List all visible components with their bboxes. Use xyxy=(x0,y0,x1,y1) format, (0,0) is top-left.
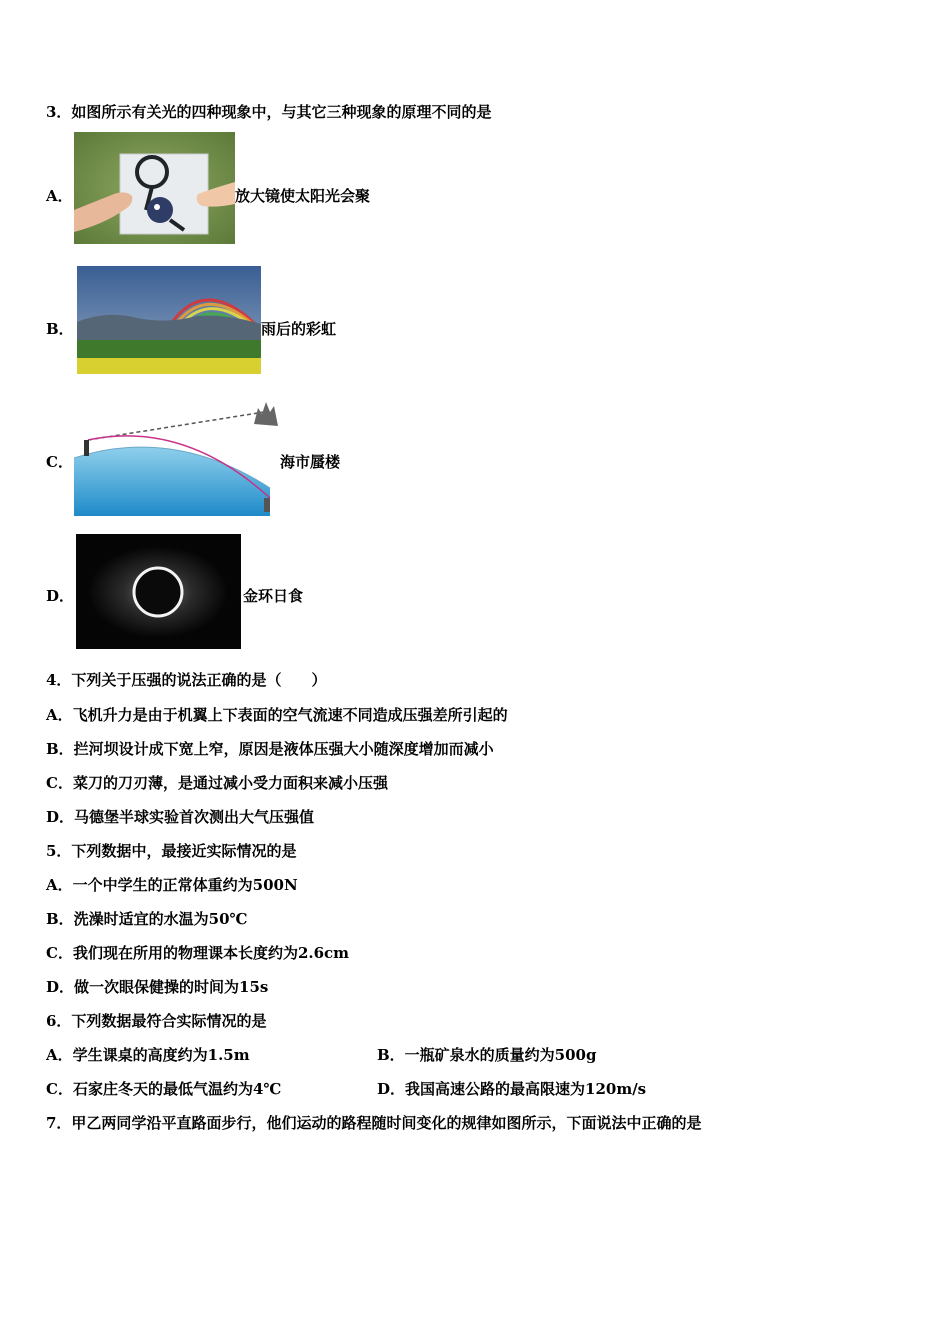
question-4-option-d: D．马德堡半球实验首次测出大气压强值 xyxy=(46,808,315,826)
question-3-stem: 3．如图所示有关光的四种现象中，与其它三种现象的原理不同的是 xyxy=(46,103,492,121)
option-letter: D． xyxy=(46,587,75,605)
option-caption: 金环日食 xyxy=(243,587,304,605)
question-5-option-a: A．一个中学生的正常体重约为500N xyxy=(46,876,298,894)
question-7-stem: 7．甲乙两同学沿平直路面步行，他们运动的路程随时间变化的规律如图所示，下面说法中正确的是 xyxy=(46,1114,702,1132)
question-5-option-c: C．我们现在所用的物理课本长度约为2.6cm xyxy=(46,944,350,962)
option-letter: C． xyxy=(46,453,73,471)
option-caption: 雨后的彩虹 xyxy=(261,320,337,338)
question-4-option-b: B．拦河坝设计成下宽上窄，原因是液体压强大小随深度增加而减小 xyxy=(46,740,494,758)
question-6-option-b: B．一瓶矿泉水的质量约为500g xyxy=(377,1046,597,1064)
option-letter: A． xyxy=(46,187,73,205)
question-4-option-a: A．飞机升力是由于机翼上下表面的空气流速不同造成压强差所引起的 xyxy=(46,706,508,724)
question-6-option-c: C．石家庄冬天的最低气温约为4℃ xyxy=(46,1080,282,1098)
question-4-option-c: C．菜刀的刀刃薄，是通过减小受力面积来减小压强 xyxy=(46,774,388,792)
question-6-stem: 6．下列数据最符合实际情况的是 xyxy=(46,1012,267,1030)
option-caption: 放大镜使太阳光会聚 xyxy=(235,187,371,205)
magnifier-sunlight-photo xyxy=(74,132,235,244)
question-5-option-d: D．做一次眼保健操的时间为15s xyxy=(46,978,269,996)
option-caption: 海市蜃楼 xyxy=(280,453,341,471)
question-6-option-a: A．学生课桌的高度约为1.5m xyxy=(46,1046,250,1064)
question-5-stem: 5．下列数据中，最接近实际情况的是 xyxy=(46,842,297,860)
option-letter: B． xyxy=(46,320,74,338)
rainbow-photo xyxy=(77,266,261,374)
annular-eclipse-photo xyxy=(76,534,241,649)
question-6-option-d: D．我国高速公路的最高限速为120m/s xyxy=(377,1080,647,1098)
mirage-diagram xyxy=(74,400,280,516)
question-5-option-b: B．洗澡时适宜的水温为50℃ xyxy=(46,910,248,928)
question-4-stem: 4．下列关于压强的说法正确的是（ ） xyxy=(46,671,327,689)
